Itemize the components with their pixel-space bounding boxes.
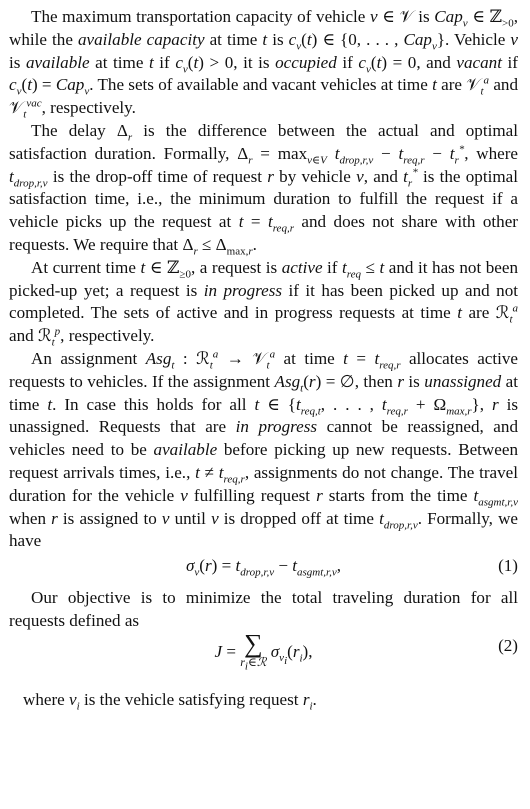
equation-2 (9, 628, 518, 687)
paragraph-where: where $v_i$ is the vehicle satisfying request $r_i$. (23, 689, 317, 713)
equation-2-body: J = ∑ $r_i\in ℛ$ $\sigma_{v_i}(r_i)$, (214, 628, 313, 673)
paragraph-delay: The delay $\Delta_r$ is the difference between the actual and optimal satisfaction duration. Formally, $\Delta_r = \max_{v\in V} t_{drop,r,v} - t_{req,r} - t_r^*$, where $t_{drop,r,v}$ is the drop-off time of request r by vehicle v, and $t_r^*$ is the optimal satisfaction time, i.e., the minimum duration to fulfill the request if a vehicle picks up the request at $t = t_{req,r}$ and does not share with other requests. We require that $\Delta_r \le \Delta_{max,r}$. (9, 120, 519, 258)
paragraph-objective: Our objective is to minimize the total traveling duration for all requests defined as (9, 588, 518, 630)
paragraph-vehicle-capacity: The maximum transportation capacity of vehicle v ∈ 𝒱 is Cap$_v$ ∈ ℤ$_{>0}$, while the available capacity at time t is $c_v(t)$ ∈ {0, . . . , Cap$_v$}. Vehicle v is available at time t if $c_v(t) > 0$, it is occupied if $c_v(t) = 0$, and vacant if $c_v(t) = Cap_v$. The sets of available and vacant vehicles at time t are 𝒱$_t^a$ and 𝒱$_t^{vac}$, respectively. (9, 7, 519, 121)
equation-1-number: (1) (498, 556, 518, 576)
equation-1 (9, 555, 518, 585)
equation-2-number: (2) (498, 635, 518, 655)
summation-symbol: ∑ $r_i\in ℛ$ (240, 628, 267, 673)
paragraph-active-requests: At current time t ∈ ℤ$_{\ge 0}$, a request is active if $t_{req} \le t$ and it has not been picked-up yet; a request is in progress if it has been picked up and not completed. The sets of active and in progress requests at time t are ℛ$_t^a$ and ℛ$_t^p$, respectively. (9, 257, 518, 349)
paragraph-assignment: An assignment Asg$_t$ : ℛ$_t^a$ → 𝒱$_t^a$ at time $t = t_{req,r}$ allocates active requests to vehicles. If the assignment Asg$_t$(r) = ∅, then r is unassigned at time t. In case this holds for all t ∈ {$t_{req,t}$, . . . , $t_{req,r} + \Omega_{max,r}$}, r is unassigned. Requests that are in progress cannot be reassigned, and vehicles need to be available before picking up new requests. Between request arrivals times, i.e., $t \ne t_{req,r}$, assignments do not change. The travel duration for the vehicle v fulfilling request r starts from the time $t_{asgmt,r,v}$ when r is assigned to v until v is dropped off at time $t_{drop,r,v}$. Formally, we have (9, 348, 519, 551)
equation-1-body: $\sigma_v(r) = t_{drop,r,v} - t_{asgmt,r,v}$, (185, 556, 342, 579)
